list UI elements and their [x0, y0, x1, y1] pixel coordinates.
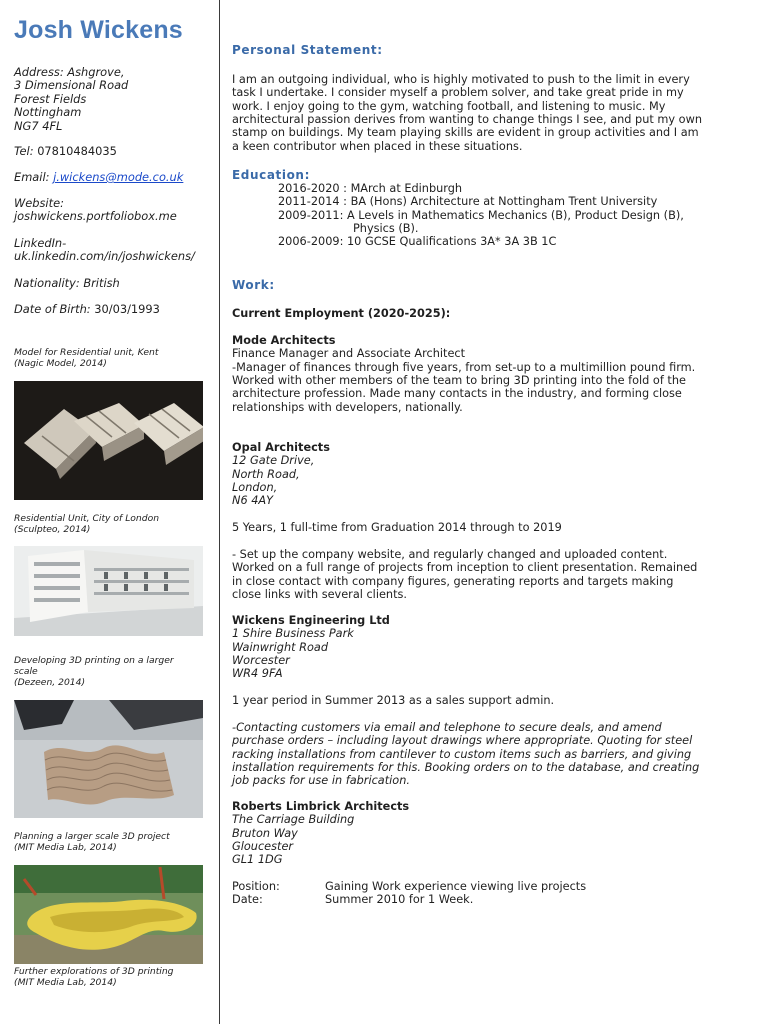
wickens-duties: -Contacting customers via email and telephone to secure deals, and amend purchase orders – including layout drawings where appropriate. Quoting for steel racking installations from cantilever to custom items such as barriers, and giving installation requirements for this. Booking orders on to the database, and creating job packs for use in fabrication. — [232, 721, 700, 788]
gallery-caption-5: Further explorations of 3D printing (MIT Media Lab, 2014) — [14, 966, 174, 988]
website-block: Website: joshwickens.portfoliobox.me — [14, 197, 214, 224]
mode-architects-name: Mode Architects — [232, 334, 336, 347]
gallery-caption-2: Residential Unit, City of London (Sculpteo, 2014) — [14, 513, 160, 535]
nationality-value: British — [83, 276, 120, 290]
residential-model-photo — [14, 381, 203, 500]
dob-value: 30/03/1993 — [94, 302, 160, 316]
roberts-limbrick-name: Roberts Limbrick Architects — [232, 800, 410, 813]
3d-printing-photo — [14, 700, 203, 818]
roberts-details: Position: Gaining Work experience viewing live projects Date: Summer 2010 for 1 Week. — [232, 880, 587, 907]
large-scale-project-photo — [14, 865, 203, 964]
work-heading: Work: — [232, 278, 275, 292]
main-content — [232, 0, 732, 1024]
wickens-period: 1 year period in Summer 2013 as a sales support admin. — [232, 694, 555, 707]
tel-value: 07810484035 — [37, 144, 117, 158]
roberts-date: Summer 2010 for 1 Week. — [325, 893, 474, 907]
dob-line: Date of Birth: 30/03/1993 — [14, 302, 160, 316]
opal-duties: - Set up the company website, and regularly changed and uploaded content. Worked on a full range of projects from inception to client presentation. Remained in close contact with company figures, generating reports and targets making close links with several clients. — [232, 548, 698, 602]
email-line: Email: j.wickens@mode.co.uk — [14, 170, 184, 184]
linkedin-block: LinkedIn- uk.linkedin.com/in/joshwickens/ — [14, 237, 214, 264]
column-divider — [219, 0, 220, 1024]
personal-statement-text: I am an outgoing individual, who is highly motivated to push to the limit in every task I undertake. I consider myself a problem solver, and take great pride in my work. I enjoy going to the gym, watching football, and listening to music. My architectural passion derives from wanting to change things I see, and put my own stamp on buildings. My team playing skills are evident in group activities and I am a keen contributor when placed in these situations. — [232, 73, 702, 153]
tel-line: Tel: 07810484035 — [14, 144, 117, 158]
mode-architects-block: Mode Architects Finance Manager and Associate Architect -Manager of finances through five years, from set-up to a multimillion pound firm. Worked with other members of the team to bring 3D printing into the fold of the architecture profession. Made many contacts in the industry, and forming close relationships with developers, nationally. — [232, 334, 722, 414]
roberts-limbrick-block: Roberts Limbrick Architects The Carriage Building Bruton Way Gloucester GL1 1DG — [232, 800, 722, 867]
opal-architects-block: Opal Architects 12 Gate Drive, North Road, London, N6 4AY — [232, 441, 722, 508]
roberts-position: Gaining Work experience viewing live projects — [325, 880, 587, 893]
nationality-line: Nationality: British — [14, 276, 120, 290]
gallery-caption-4: Planning a larger scale 3D project (MIT Media Lab, 2014) — [14, 831, 170, 853]
gallery-caption-3: Developing 3D printing on a larger scale (Dezeen, 2014) — [14, 655, 174, 688]
opal-architects-name: Opal Architects — [232, 441, 330, 454]
address-block: Address: Ashgrove, 3 Dimensional Road Forest Fields Nottingham NG7 4FL — [14, 65, 129, 133]
gallery-caption-1: Model for Residential unit, Kent (Nagic Model, 2014) — [14, 347, 159, 369]
address-label: Address: — [14, 65, 64, 79]
residential-unit-photo — [14, 546, 203, 636]
education-heading: Education: — [232, 168, 310, 182]
linkedin-value: uk.linkedin.com/in/joshwickens/ — [14, 249, 195, 264]
website-value: joshwickens.portfoliobox.me — [14, 209, 177, 224]
education-list: 2016-2020 : MArch at Edinburgh 2011-2014 : BA (Hons) Architecture at Nottingham Trent University 2009-2011: A Levels in Mathematics Mechanics (B), Product Design (B), Physics (B). 2006-2009: 10 GCSE Qualifications 3A* 3A 3B 1C — [278, 182, 684, 249]
applicant-name: Josh Wickens — [14, 16, 183, 44]
personal-statement-heading: Personal Statement: — [232, 43, 383, 57]
opal-period: 5 Years, 1 full-time from Graduation 2014 through to 2019 — [232, 521, 562, 534]
current-employment-label: Current Employment (2020-2025): — [232, 307, 451, 320]
wickens-engineering-block: Wickens Engineering Ltd 1 Shire Business Park Wainwright Road Worcester WR4 9FA — [232, 614, 722, 681]
email-link[interactable]: j.wickens@mode.co.uk — [53, 170, 184, 184]
wickens-engineering-name: Wickens Engineering Ltd — [232, 614, 390, 627]
